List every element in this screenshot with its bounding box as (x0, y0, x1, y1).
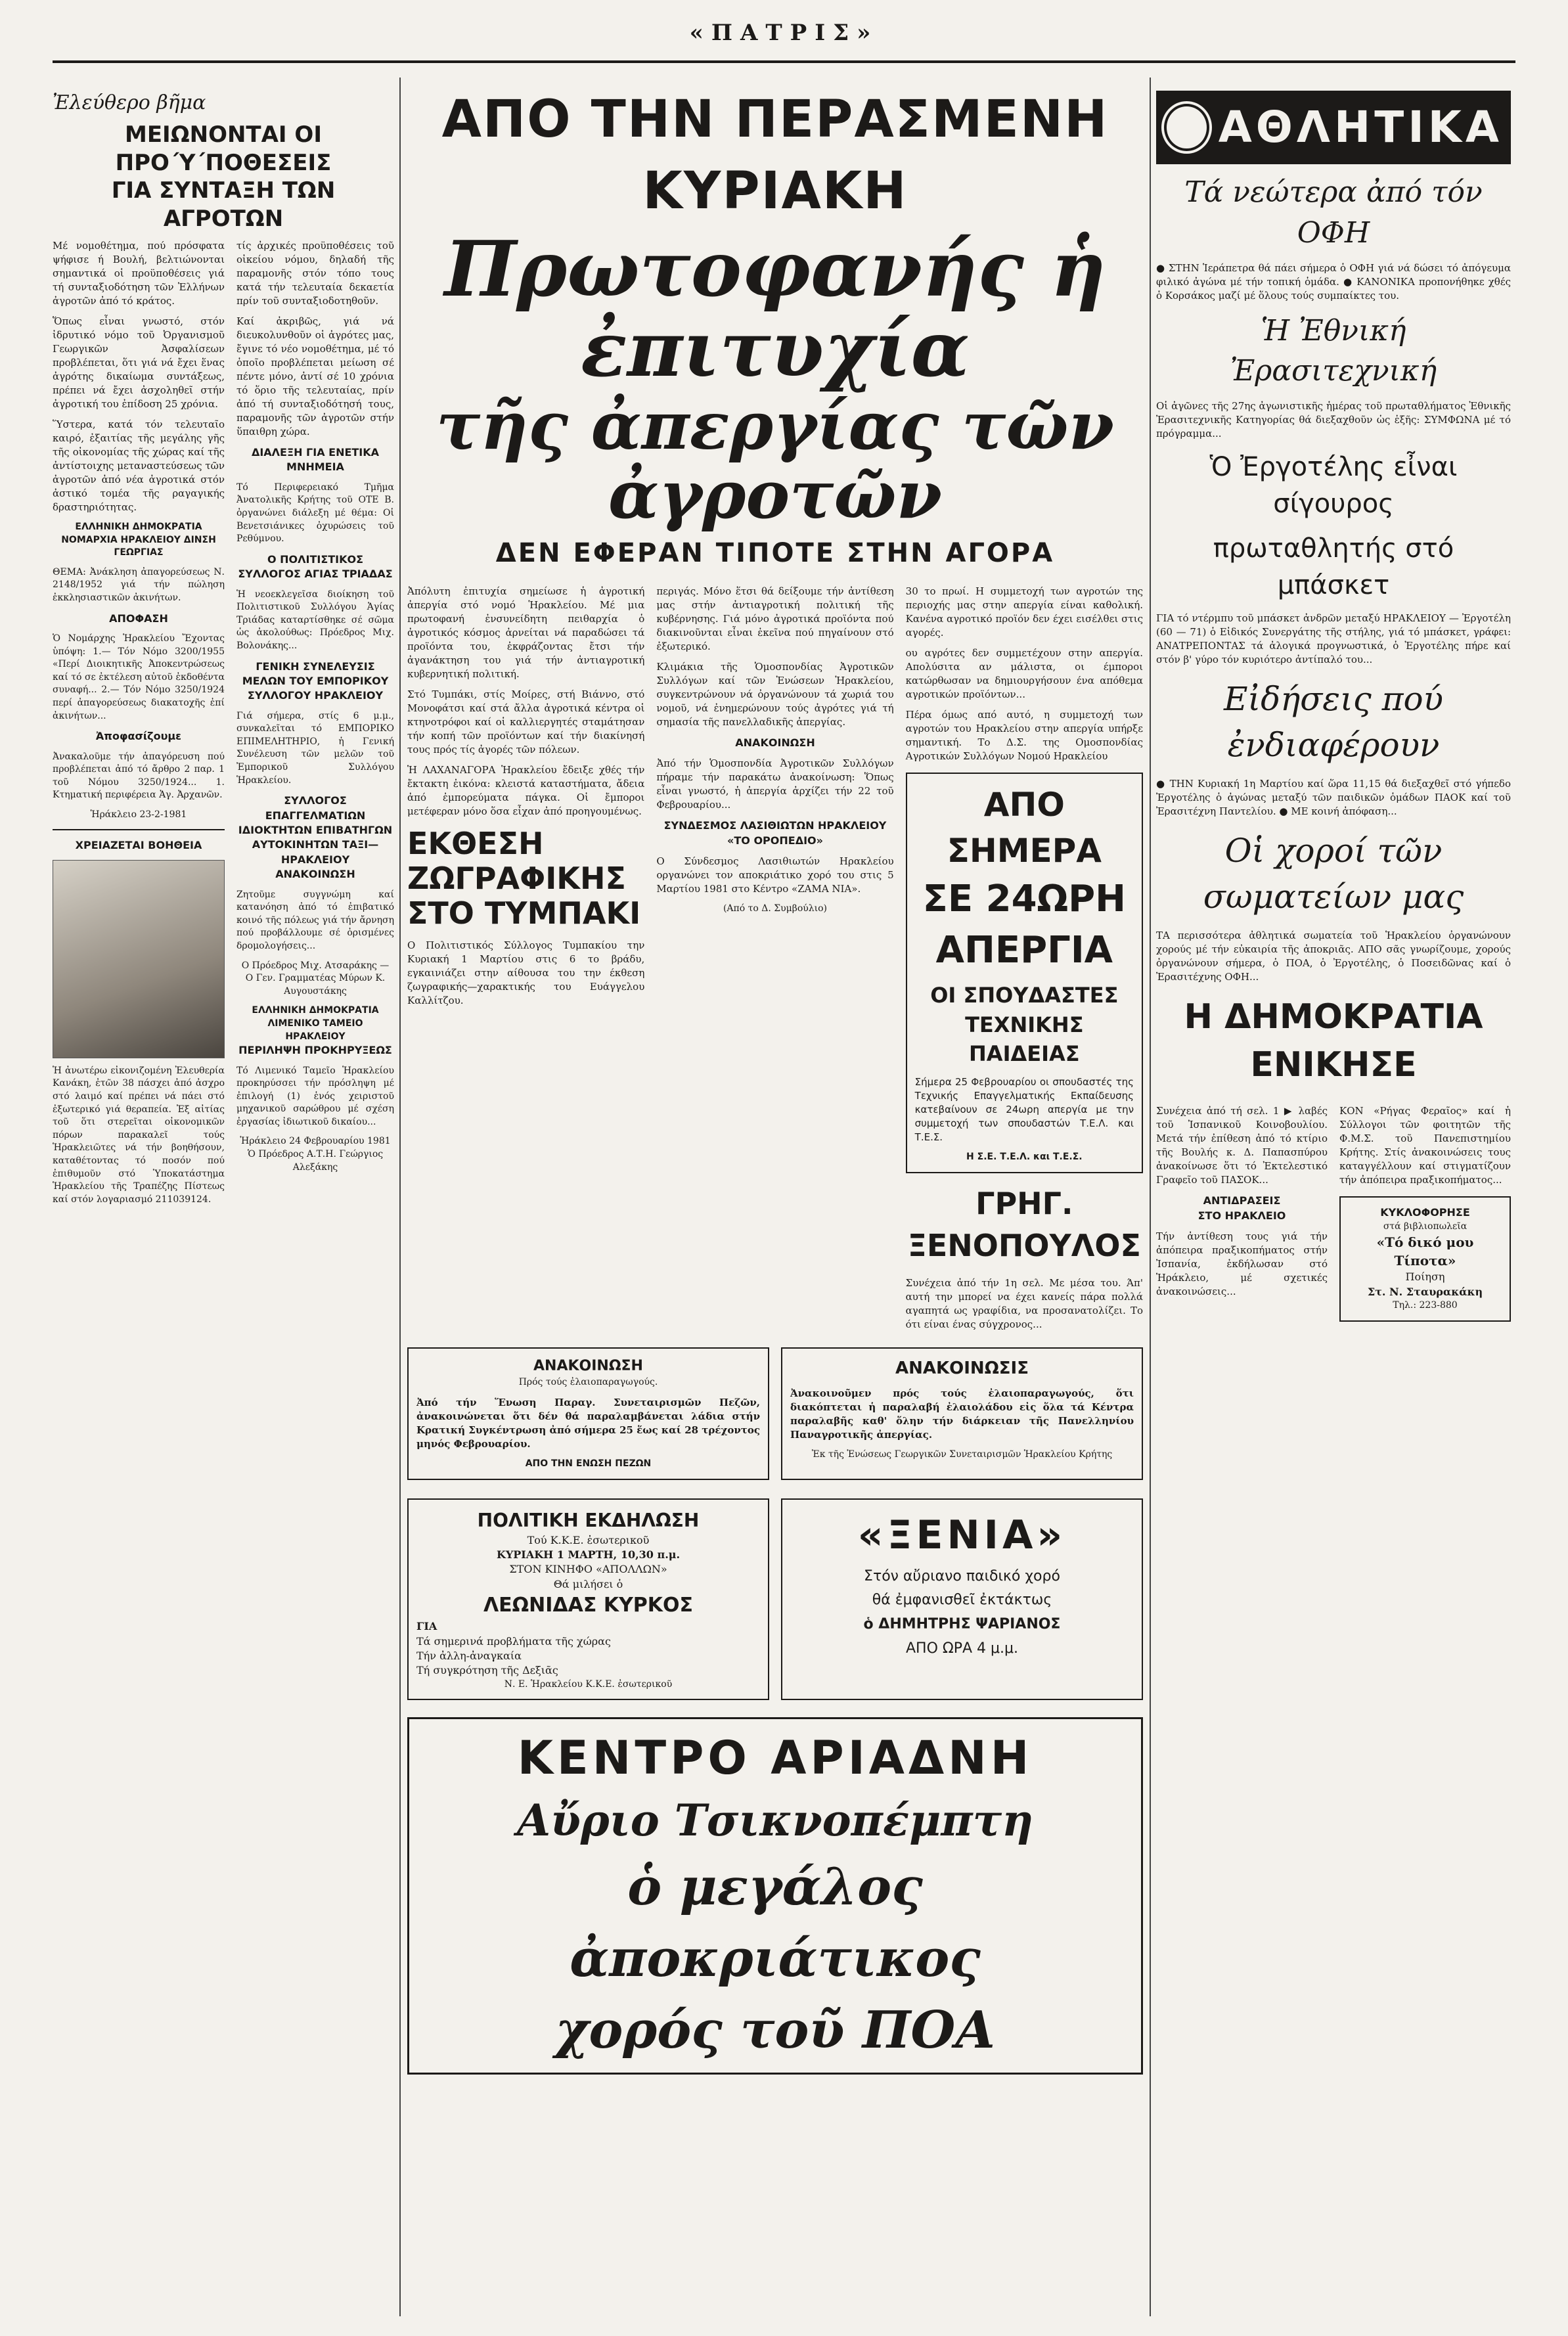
xenopoulos-headline: ΓΡΗΓ. ΞΕΝΟΠΟΥΛΟΣ (907, 1185, 1141, 1264)
headline: Εἰδήσεις πού ἐνδιαφέρουν (1224, 679, 1443, 764)
para: ΘΕΜΑ: Ἀνάκληση ἀπαγορεύσεως Ν. 2148/1952 γιά τήν πώληση ἐκκλησιαστικῶν ἀκινήτων. (53, 566, 225, 603)
section-title: ΔΙΑΛΕΞΗ ΓΙΑ ΕΝΕΤΙΚΑ ΜΝΗΜΕΙΑ (251, 446, 380, 474)
help-caption: Ἡ ἀνωτέρω εἰκονιζομένη Ἐλευθερία Κανάκη, ἐτῶν 38 πάσχει ἀπό ἀσχρο στό λαιμό καί πρέπει νά πάει στό ἐξωτερικό γιά θεραπεία. Ἐξ αἰτίας τοῦ ὅτι στερεῖται οἰκονομικῶν πόρων παρακαλεῖ τούς Ἡρακλειῶτες νά τήν βοηθήσουν, καταθέτοντας τό ποσόν πού ἐπιθυμοῦν στό Ὑποκατάστημα Ἡρακλείου τῆς Τραπέζης Πίστεως καί στόν λογαριασμό 211039124. (53, 1065, 225, 1205)
main-headline-2: τῆς ἀπεργίας τῶν ἀγροτῶν (436, 386, 1115, 533)
xenia-line: ὁ ΔΗΜΗΤΡΗΣ ΨΑΡΙΑΝΟΣ (863, 1616, 1061, 1633)
center-col-b (656, 578, 893, 1338)
section-title: ΕΛΛΗΝΙΚΗ ΔΗΜΟΚΡΑΤΙΑ ΝΟΜΑΡΧΙΑ ΗΡΑΚΛΕΙΟΥ ΔΙΝΣΗ ΓΕΩΡΓΙΑΣ (61, 522, 216, 558)
para: Συνέχεια ἀπό τήν 1η σελ. Με μέσα του. Άπ' αυτή την μπορεί να έχει κανείς πάρα πολλά αγαπητά ως γραφίδια, να προσανατολίζει. Το ότι είναι ένας σύγχρονος... (905, 1276, 1143, 1330)
center-ads-row (407, 1338, 1143, 1489)
headline (53, 121, 394, 233)
headline: πρωταθλητής στό μπάσκετ (1213, 533, 1454, 600)
headline: Οἱ χοροί τῶν σωματείων μας (1203, 831, 1464, 916)
para: Ἀπό τήν Ὁμοσπονδία Ἀγροτικῶν Συλλόγων πήραμε τήν παρακάτω ἀνακοίνωση: Ὅπως εἶναι γνωστό, ἡ ἀπεργία ἀρχίζει τήν 22 τοῦ Φεβρουαρίου... (656, 757, 894, 811)
center-ads-row-2 (407, 1489, 1143, 1710)
section-title: ΑΝΤΙΔΡΑΣΕΙΣ (1203, 1194, 1281, 1207)
signature: (Από το Δ. Συμβούλιο) (723, 903, 828, 914)
announcement-title: ΑΝΑΚΟΙΝΩΣΙΣ (895, 1358, 1029, 1378)
section-title: Ἀποφασίζουμε (95, 730, 182, 743)
football-icon (1164, 104, 1209, 151)
section-title: ΣΥΝΔΕΣΜΟΣ ΛΑΣΙΘΙΩΤΩΝ ΗΡΑΚΛΕΙΟΥ «ΤΟ ΟΡΟΠΕΔΙΟ» (663, 819, 887, 847)
para: Ἀνακαλοῦμε τήν ἀπαγόρευση πού προβλέπεται ἀπό τό ἄρθρο 2 παρ. 1 τοῦ Νόμου 3250/1924... 1. Κτηματική περιφέρεια Ἁγ. Ἀρχανῶν. (53, 751, 225, 801)
political-event-box (407, 1498, 769, 1701)
xenia-line: Στόν αὔριανο παιδικό χορό (864, 1567, 1060, 1584)
para: Τό Λιμενικό Ταμεῖο Ἡρακλείου προκηρύσσει τήν πρόσληψη μέ ἐπιλογή (1) ἑνός χειριστοῦ μηχανικοῦ σαρώθρου μέ σχέση ἐργασίας ἰδιωτικοῦ δικαίου... (236, 1065, 394, 1127)
center-column (407, 78, 1143, 2316)
masthead (0, 0, 1568, 76)
sports-banner (1156, 91, 1511, 164)
para: ΓΙΑ τό ντέρμπυ τοῦ μπάσκετ ἀνδρῶν μεταξύ ΗΡΑΚΛΕΙΟΥ — Ἐργοτέλη (60 — 71) ὁ Εἰδικός Συνεργάτης τῆς στήλης, γιά τό μπάσκετ, γράφει: ΑΝΑΤΡΕΠΟΝΤΑΣ τά ἀλογικά προγνωστικά, ὁ Ἐργοτέλης πήρε καί στόν β' γύρο τόν κυριότερο ἀντίπαλό του... (1156, 612, 1511, 665)
signature: Ἡράκλειο 24 Φεβρουαρίου 1981 Ὁ Πρόεδρος Α.Τ.Η. Γεώργιος Αλεξάκης (240, 1136, 391, 1173)
right-col-a (1156, 1098, 1328, 1330)
para: Μέ νομοθέτημα, πού πρόσφατα ψήφισε ή Βουλή, βελτιώνονται σημαντικά οἱ προϋποθέσεις γιά τή συνταξιοδότηση τῶν Ἑλλήνων ἀγροτῶν ἀπό τό κράτος. (53, 240, 225, 307)
para: Ὁ Νομάρχης Ἡρακλείου Ἔχοντας ὑπόψη: 1.— Τόν Νόμο 3200/1955 «Περί Διοικητικῆς Ἀποκεντρώσεως καί τό σε ἐκτέλεση αὐτοῦ ἐκδοθέντα συναφή... 2.— Τόν Νόμο 3250/1924 περί ἀπαγορεύσεως διακατοχῆς ἐπί ἀκινήτων... (53, 633, 225, 721)
right-column (1156, 78, 1511, 2316)
para: Γιά σήμερα, στίς 6 μ.μ., συνκαλεῖται τό ΕΜΠΟΡΙΚΟ ΕΠΙΜΕΛΗΤΗΡΙΟ, ἡ Γενική Συνέλευση τῶν μελῶν τοῦ Ἐμπορικοῦ Συλλόγου Ἡρακλείου. (236, 710, 394, 786)
exhibition-headline: ΕΚΘΕΣΗ ΖΩΓΡΑΦΙΚΗΣ ΣΤΟ ΤΥΜΠΑΚΙ (407, 825, 641, 931)
para: ου αγρότες δεν συμμετέχουν στην απεργία. Απολύσιτα αν μάλιστα, οι έμποροι κατώρθωσαν να δημιουργήσουν ένα απόθεμα αγροτικών προϊόντων... (905, 646, 1143, 700)
book-kind: Ποίηση (1405, 1270, 1445, 1284)
para: ΚΟΝ «Ρήγας Φεραῖος» καί ἡ Σύλλογοι τῶν φοιτητῶν τῆς Φ.Μ.Σ. τοῦ Πανεπιστημίου Κρήτης. Στίς ἀνακοινώσεις τους καταγγέλλουν καί στιγματίζουν τήν ἀπόπειρα πραξικοπήματος... (1339, 1105, 1511, 1186)
event-date: ΚΥΡΙΑΚΗ 1 ΜΑΡΤΗ, 10,30 π.μ. (496, 1548, 681, 1561)
event-sign: Ν. Ε. Ἡρακλείου Κ.Κ.Ε. ἐσωτερικοῦ (504, 1678, 673, 1690)
para: Κλιμάκια τῆς Ὁμοσπονδίας Ἀγροτικῶν Συλλόγων καί τῶν Ἑνώσεων Ἡρακλείου, συγκεντρώνουν νά ὀργανώνουν τά χωριά του νομοῦ, νά ἐνημερώνουν τούς ἀγρότες γιά τή σημασία τῆς πανελλαδικῆς ἀπεργίας. (656, 660, 894, 728)
section-title: ΣΤΟ ΗΡΑΚΛΕΙΟ (1198, 1209, 1286, 1222)
left-column (53, 78, 394, 2316)
article-col-a (53, 233, 225, 1213)
right-two-col (1156, 1098, 1511, 1330)
center-col-c (906, 578, 1143, 1338)
para: Στό Τυμπάκι, στίς Μοίρες, στή Βιάννο, στό Μονοφάτσι καί στά ἄλλα ἀγροτικά κέντρα οἱ κτηνοτρόφοι καί οἱ καλλιεργητές σταμάτησαν τήν κοπή τῶν προϊόντων καί τήν διακίνησή τους πρός τίς ἀγορές τῶν πόλεων. (407, 688, 645, 755)
para: Ζητοῦμε συγγνώμη καί κατανόηση ἀπό τό ἐπιβατικό κοινό τῆς πόλεως γιά τήν ἄρνηση πού προβάλλουμε σέ ὀρισμένες δρομολογήσεις... (236, 889, 394, 951)
book-title: «Τό δικό μου Τίποτα» (1376, 1234, 1474, 1269)
book-ad (1339, 1196, 1511, 1321)
announcement-box (407, 1347, 769, 1480)
right-col-b (1339, 1098, 1511, 1330)
strike-line-3: ΟΙ ΣΠΟΥΔΑΣΤΕΣ ΤΕΧΝΙΚΗΣ ΠΑΙΔΕΙΑΣ (930, 982, 1119, 1067)
book-ad-sub: στά βιβλιοπωλεῖα (1383, 1221, 1467, 1232)
section-title: ΑΝΑΚΟΙΝΩΣΗ (735, 736, 815, 749)
ad-line-3: ὁ μεγάλος ἀποκριάτικος (570, 1856, 981, 1988)
para: Ἡ νεοεκλεγεῖσα διοίκηση τοῦ Πολιτιστικοῦ Συλλόγου Ἁγίας Τριάδας καταρτίσθηκε σέ σῶμα ὡς ἀκολούθως: Πρόεδρος Μιχ. Βολονάκης... (236, 589, 394, 651)
section-title: Ο ΠΟΛΙΤΙΣΤΙΚΟΣ ΣΥΛΛΟΓΟΣ ΑΓΙΑΣ ΤΡΙΑΔΑΣ (238, 552, 393, 581)
masthead-rule (53, 60, 1515, 63)
event-speaker: ΛΕΩΝΙΔΑΣ ΚΥΡΚΟΣ (483, 1594, 694, 1617)
para: Ο Σύνδεσμος Λασιθιωτών Ηρακλείου οργανώνει τον αποκριάτικο χορό του στις 5 Μαρτίου 1981 στο Κέντρο «ΖΑΜΑ ΝΙΑ». (656, 855, 894, 895)
ad-line-2: Αὔριο Τσικνοπέμπτη (516, 1795, 1034, 1847)
xenia-title: «ΞΕΝΙΑ» (857, 1512, 1067, 1558)
event-topic-label: ΓΙΑ (416, 1620, 437, 1633)
event-topic: Τή συγκρότηση τῆς Δεξιᾶς (416, 1664, 558, 1677)
headline-line-1: ΜΕΙΩΝΟΝΤΑΙ ΟΙ ΠΡΟ΄Υ΄ΠΟΘΕΣΕΙΣ (115, 122, 332, 176)
para: Τό Περιφερειακό Τμῆμα Ἀνατολικῆς Κρήτης τοῦ ΟΤΕ Β. ὀργανώνει διάλεξη μέ θέμα: Οἱ Βενετσιάνικες ὀχυρώσεις τοῦ Ρεθύμνου. (236, 482, 394, 545)
article-col-b (236, 233, 394, 1213)
portrait-photo (53, 860, 225, 1058)
headline: Η ΔΗΜΟΚΡΑΤΙΑ ΕΝΙΚΗΣΕ (1184, 997, 1483, 1085)
ad-line-4: χορός τοῦ ΠΟΑ (555, 2000, 995, 2061)
headline: Τά νεώτερα ἀπό τόν ΟΦΗ (1184, 175, 1483, 250)
main-headline-1: Πρωτοφανής ἡ ἐπιτυχία (444, 225, 1106, 395)
para: περιγάς. Μόνο ἕτσι θά δείξουμε τήν ἀντίθεση μας στήν ἀντιαγροτική πολιτική τῆς κυβέρνησης. Γιά μόνο ἀγροτικά προϊόντα πού διακινοῦνται εἶναι ἐκεῖνα πού πηγαίνουν στό ἐξωτερικό. (656, 585, 894, 652)
section-title: ΑΠΟΦΑΣΗ (109, 612, 168, 625)
para: Ὕστερα, κατά τόν τελευταῖο καιρό, ἐξαιτίας τῆς μεγάλης γῆς τῆς οἰκονομίας τῆς χώρας καί τῆς ἀντίστοιχης μεταναστεύσεως τῶν ἀγροτῶν ἀπό νέα ἀγροτικά στόν ἀστικό τομέα τῆς ραγαγικής δραστηριότητας. (53, 418, 225, 513)
event-topic: Τήν ἀλλη-ἀναγκαία (416, 1650, 522, 1663)
para: Συνέχεια ἀπό τή σελ. 1 ▶ λαβές τοῦ Ἰσπανικοῦ Κοινοβουλίου. Μετά τήν ἐπίθεση ἀπό τό κτίριο τῆς Βουλής κ. Δ. Παπασπύρου ἀνακοίνωσε ὅτι τό Ἐκτελεστικό Γραφεῖο τοῦ ΠΑΣΟΚ... (1156, 1105, 1328, 1186)
para: Οἱ ἀγῶνες τῆς 27ης ἀγωνιστικῆς ἡμέρας τοῦ πρωταθλήματος Ἐθνικῆς Ἐρασιτεχνικῆς Κατηγορίας θά διεξαχθοῦν ὡς ἑξῆς: ΣΥΜΦΩΝΑ μέ τό πρόγραμμα... (1156, 399, 1511, 439)
announcement-sign: ΑΠΟ ΤΗΝ ΕΝΩΣΗ ΠΕΖΩΝ (525, 1458, 652, 1469)
sports-banner-label: ΑΘΛΗΤΙΚΑ (1218, 102, 1503, 152)
headline-line-2: ΓΙΑ ΣΥΝΤΑΞΗ ΤΩΝ ΑΓΡΟΤΩΝ (111, 177, 336, 232)
signers: Ο Πρόεδρος Μιχ. Ατσαράκης — Ο Γεν. Γραμματέας Μύρων Κ. Αυγουστάκης (241, 960, 390, 997)
ariadni-ad (407, 1717, 1143, 2075)
xenia-line: θά ἐμφανισθεῖ ἐκτάκτως (872, 1592, 1052, 1609)
book-ad-title: ΚΥΚΛΟΦΟΡΗΣΕ (1380, 1206, 1470, 1219)
section-title: ΑΝΑΚΟΙΝΩΣΗ (275, 868, 355, 881)
announcement-box-2 (781, 1347, 1143, 1480)
strike-box (906, 773, 1143, 1173)
event-speaker-lbl: Θά μιλήσει ὁ (553, 1577, 623, 1590)
book-author: Στ. Ν. Σταυρακάκη (1367, 1285, 1483, 1298)
kicker: Ἐλεύθερο βῆμα (53, 91, 206, 114)
announcement-sign: Ἐκ τῆς Ἑνώσεως Γεωργικῶν Συνεταιρισμῶν Ἡρακλείου Κρήτης (811, 1449, 1113, 1460)
para: Σήμερα 25 Φεβρουαρίου οι σπουδαστές της Τεχνικής Επαγγελματικής Εκπαίδευσης κατεβαίνουν σε 24ωρη απεργία με την συμμετοχή των σπουδαστών Τ.Ε.Λ. και Τ.Ε.Σ. (914, 1076, 1134, 1144)
para: ● ΤΗΝ Κυριακή 1η Μαρτίου καί ὥρα 11,15 θά διεξαχθεῖ στό γήπεδο Ἐργοτέλης ὁ ἀγώνας μεταξύ τῶν παιδικῶν ὁμάδων ΠΑΟΚ καί τοῦ Ἐρασιτέχνη Παντελίου. ● ΜΕ κοινή ἀπόφαση... (1156, 777, 1511, 817)
article-two-col (53, 233, 394, 1213)
strike-line-2: ΣΕ 24ΩΡΗ ΑΠΕΡΓΙΑ (922, 877, 1127, 972)
divider (53, 829, 225, 830)
headline: Ὁ Ἐργοτέλης εἶναι σίγουρος (1209, 451, 1458, 519)
signature: Ἡράκλειο 23-2-1981 (90, 809, 187, 820)
para: Καί ἀκριβῶς, γιά νά διευκολυνθοῦν οἱ ἀγρότες μας, ἔγινε τό νέο νομοθέτημα, μέ τό ὁποῖο προβλέπεται μείωση σέ πέντε μόνο, ἀντί σέ 10 χρόνια τό ὅριο τῆς τελευταίας, πρίν ἀπό τή συνταξιοδότησή τους, παραμονῆς τῶν ἀγροτῶν στήν ὕπαιθρη χώρα. (236, 315, 394, 438)
para: Ἡ ΛΑΧΑΝΑΓΟΡΑ Ἡρακλείου ἔδειξε χθές τήν ἔκτακτη ἐικόνα: κλειστά καταστήματα, ἄδεια ἀπό ἐμπορεύματα πάγκα. Οἱ ἔμποροι μετέφεραν μόνο ὅσα εἶχαν ἀπό προηγουμένως. (407, 763, 645, 817)
para: ● ΣΤΗΝ Ἱεράπετρα θά πάει σήμερα ὁ ΟΦΗ γιά νά δώσει τό ἀπόγευμα φιλικό ἀγώνα μέ τήν τοπική ὁμάδα. ● ΚΑΝΟΝΙΚΑ προπονήθηκε χθές ὁ Κορσάκος μαζί μέ ὅλους τούς συμπαίκτες του. (1156, 261, 1511, 302)
headline: Ἡ Ἐθνική Ἐρασιτεχνική (1230, 313, 1437, 388)
help-title: ΧΡΕΙΑΖΕΤΑΙ ΒΟΗΘΕΙΑ (75, 839, 202, 852)
announcement-body: Ἀνακοινοῦμεν πρός τούς ἐλαιοπαραγωγούς, ὅτι διακόπτεται ἡ παραλαβή ἐλαιολάδου εἰς ὅλα τά Κέντρα παραλαβῆς καθ' ὅλην τήν διάρκειαν τῆς Πανελληνίου Παναγροτικῆς ἀπεργίας. (790, 1387, 1134, 1441)
top-line: ΑΠΟ ΤΗΝ ΠΕΡΑΣΜΕΝΗ ΚΥΡΙΑΚΗ (441, 90, 1109, 221)
column-divider (399, 78, 401, 2316)
strike-line-1: ΑΠΟ ΣΗΜΕΡΑ (947, 785, 1102, 870)
section-title: ΓΕΝΙΚΗ ΣΥΝΕΛΕΥΣΙΣ ΜΕΛΩΝ ΤΟΥ ΕΜΠΟΡΙΚΟΥ ΣΥΛΛΟΓΟΥ ΗΡΑΚΛΕΙΟΥ (242, 660, 389, 702)
para: Τήν ἀντίθεση τους γιά τήν ἀπόπειρα πραξικοπήματος στήν Ἰσπανία, ἐκδήλωσαν στό Ἡράκλειο, μέ σχετικές ἀνακοινώσεις... (1156, 1230, 1328, 1298)
announcement-title: ΑΝΑΚΟΙΝΩΣΗ (533, 1357, 643, 1374)
xenia-line: ΑΠΟ ΩΡΑ 4 μ.μ. (906, 1640, 1018, 1657)
para: 30 το πρωί. Η συμμετοχή των αγροτών της περιοχής μας στην απεργία είναι καθολική. Κανένα αγροτικό προϊόν δεν έχει εισέλθει στις αγορές. (905, 585, 1143, 639)
book-tel: Τηλ.: 223-880 (1393, 1300, 1458, 1311)
center-col-a (407, 578, 644, 1338)
event-title: ΠΟΛΙΤΙΚΗ ΕΚΔΗΛΩΣΗ (477, 1509, 700, 1531)
announcement-sub: Πρός τούς ἐλαιοπαραγωγούς. (518, 1377, 658, 1388)
para: ΤΑ περισσότερα ἀθλητικά σωματεία τοῦ Ἡρακλείου ὀργανώνουν χορούς μέ τήν εὐκαιρία τῆς ἀποκριᾶς. ΑΠΟ σᾶς γνωρίζουμε, χορούς ὀργανώνουν σήμερα, ὁ ΠΟΑ, ὁ Ἐργοτέλης, ὁ Ποσειδῶνας καί ὁ Ἐρασιτέχνης ΟΦΗ... (1156, 929, 1511, 983)
para: Πέρα όμως από αυτό, η συμμετοχή των αγροτών του Ηρακλείου στην απεργία υπήρξε σημαντική. Το Δ.Σ. της Ομοσπονδίας Αγροτικών Συλλόγων Νομού Ηρακλείου (905, 708, 1143, 762)
para: τίς ἀρχικές προϋποθέσεις τοῦ οἰκείου νόμου, δηλαδή τῆς παραμονῆς στόν τόπο τους κατά τήν τελευταία δεκαετία πρίν τοῦ συνταξιοδοτηθοῦν. (236, 240, 394, 307)
signature: Η Σ.Ε. Τ.Ε.Λ. και Τ.Ε.Σ. (966, 1152, 1083, 1163)
sub-headline: ΔΕΝ ΕΦΕΡΑΝ ΤΙΠΟΤΕ ΣΤΗΝ ΑΓΟΡΑ (495, 537, 1055, 568)
event-by: Τού Κ.Κ.Ε. ἐσωτερικοῦ (527, 1533, 650, 1546)
section-title: ΣΥΛΛΟΓΟΣ ΕΠΑΓΓΕΛΜΑΤΙΩΝ ΙΔΙΟΚΤΗΤΩΝ ΕΠΙΒΑΤΗΓΩΝ ΑΥΤΟΚΙΝΗΤΩΝ ΤΑΞΙ—ΗΡΑΚΛΕΙΟΥ (238, 794, 393, 866)
center-articles (407, 578, 1143, 1338)
announcement-body: Ἀπό τήν Ἕνωση Παραγ. Συνεταιρισμῶν Πεζῶν, ἀνακοινώνεται ὅτι δέν θά παραλαμβάνεται λάδια στήν Κρατική Συγκέντρωση ἀπό σήμερα 25 ἕως καί 28 τρέχοντος μηνός Φεβρουαρίου. (416, 1396, 760, 1450)
event-topic: Τά σημερινά προβλήματα τῆς χώρας (416, 1634, 611, 1648)
section-title: ΕΛΛΗΝΙΚΗ ΔΗΜΟΚΡΑΤΙΑ ΛΙΜΕΝΙΚΟ ΤΑΜΕΙΟ ΗΡΑΚΛΕΙΟΥ (252, 1005, 379, 1042)
column-divider (1150, 78, 1151, 2316)
masthead-title: «ΠΑΤΡΙΣ» (689, 20, 879, 46)
para: Ο Πολιτιστικός Σύλλογος Τυμπακίου την Κυριακή 1 Μαρτίου στις 6 το βράδυ, εγκαινιάζει στην αίθουσα του την έκθεση ζωγραφικής—χαρακτικής του Ευάγγελου Καλλίτζου. (407, 939, 645, 1006)
para: Ἀπόλυτη ἐπιτυχία σημείωσε ἡ ἀγροτική ἀπεργία στό νομό Ἡρακλείου. Μέ μια πρωτοφανή ἐνσυνείδητη πειθαρχία ὁ ἀγροτικός κόσμος ἀρνείται νά παραδώσει τά προϊόντα του, ἐκφράζοντας ἔτσι τήν ἀγανάκτηση του γιά τήν ἀντιαγροτική κυβερνητική πολιτική. (407, 585, 645, 680)
event-place: ΣΤΟΝ ΚΙΝΗΦΟ «ΑΠΟΛΛΩΝ» (509, 1563, 667, 1576)
para: Ὅπως εἶναι γνωστό, στόν ἰδρυτικό νόμο τοῦ Ὀργανισμοῦ Γεωργικῶν Ἀσφαλίσεων προβλέπεται, ὅτι γιά νά ἔχει ἕνας ἀγρότης δικαίωμα συντάξεως, πρέπει νά ἔχει ἀσχοληθεῖ στήν ἀγροτική του ἐπίδοση 25 χρόνια. (53, 315, 225, 410)
ad-line-1: ΚΕΝΤΡΟ ΑΡΙΑΔΝΗ (517, 1731, 1033, 1786)
xenia-ad (781, 1498, 1143, 1701)
section-title: ΠΕΡΙΛΗΨΗ ΠΡΟΚΗΡΥΞΕΩΣ (238, 1044, 392, 1057)
